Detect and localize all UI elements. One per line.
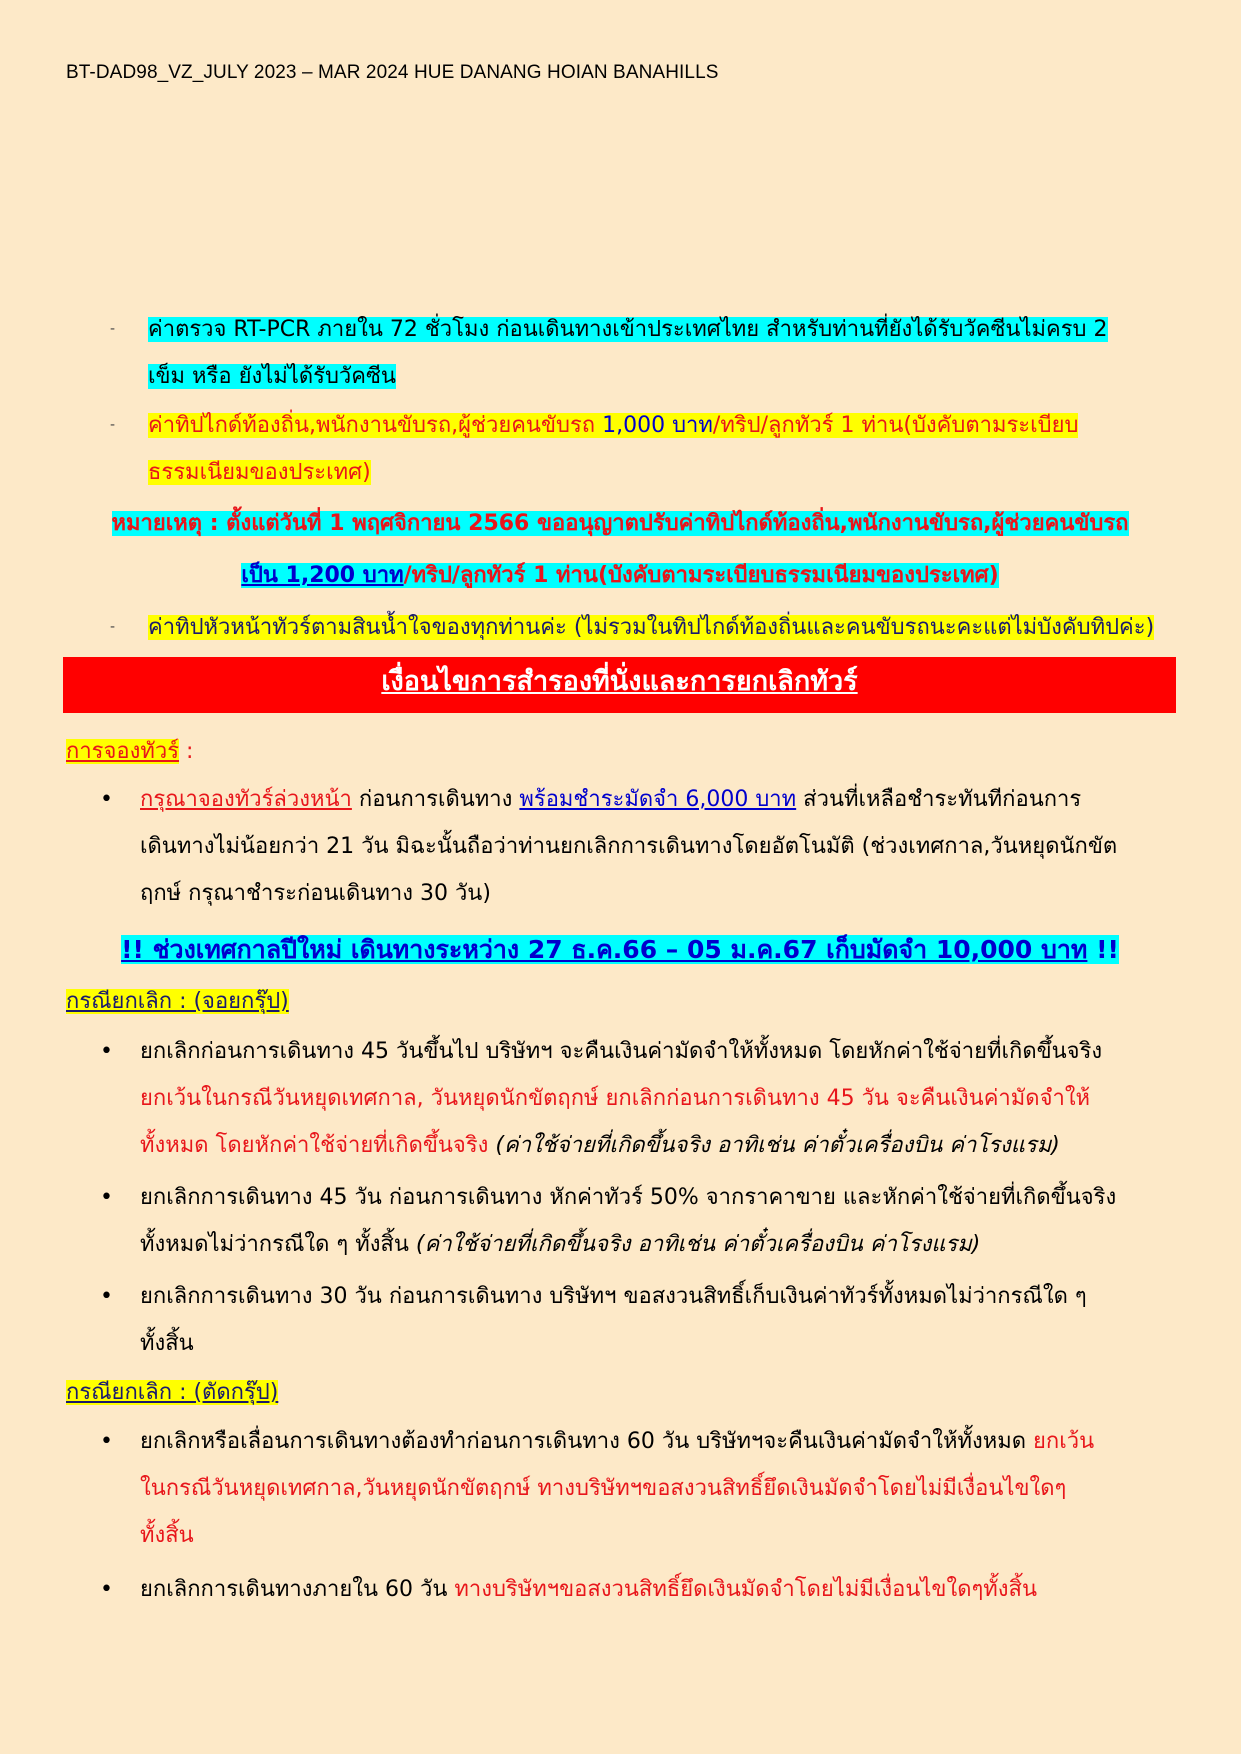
- cancel-join-bullet-3: [100, 1273, 1175, 1367]
- booking-text-b: ก่อนการเดินทาง: [351, 787, 520, 812]
- tip-line2: ธรรมเนียมของประเทศ): [148, 460, 371, 485]
- rtpcr-line1: ค่าตรวจ RT-PCR ภายใน 72 ชั่วโมง ก่อนเดินทางเข้าประเทศไทย สำหรับท่านที่ยังได้รับวัคซีนไม่ครบ 2: [148, 317, 1108, 342]
- list-item-tip: [110, 402, 1175, 496]
- booking-heading-row: [66, 734, 193, 770]
- cj2-line2-italic: (ค่าใช้จ่ายที่เกิดขึ้นจริง อาทิเช่น ค่าตั๋วเครื่องบิน ค่าโรงแรม): [408, 1232, 981, 1257]
- cj2-line2: ทั้งหมดไม่ว่ากรณีใด ๆ ทั้งสิ้น: [140, 1232, 409, 1257]
- cp1-text-a: ยกเลิกหรือเลื่อนการเดินทางต้องทำก่อนการเดินทาง 60 วัน บริษัทฯจะคืนเงินค่ามัดจำให้ทั้งหมด: [140, 1429, 1033, 1454]
- booking-heading: การจองทัวร์: [66, 739, 180, 764]
- document-header: BT-DAD98_VZ_JULY 2023 – MAR 2024 HUE DANANG HOIAN BANAHILLS: [66, 62, 719, 83]
- cancel-join-bullet-2: [100, 1174, 1175, 1268]
- cp1-text-b: ยกเว้น: [1033, 1429, 1095, 1454]
- cancel-join-heading-row: [66, 984, 289, 1020]
- cancel-join-bullet-1: [100, 1028, 1175, 1169]
- list-item-rtpcr: [110, 306, 1175, 400]
- tip-amount: 1,000 บาท: [602, 413, 713, 438]
- cancel-join-heading: กรณียกเลิก : (จอยกรุ๊ป): [66, 989, 289, 1014]
- dash-marker: -: [110, 417, 116, 433]
- cancel-private-heading: กรณียกเลิก : (ตัดกรุ๊ป): [66, 1380, 279, 1405]
- booking-heading-colon: :: [179, 739, 194, 764]
- rtpcr-line2: เข็ม หรือ ยังไม่ได้รับวัคซีน: [148, 364, 396, 389]
- dash-marker: -: [110, 321, 116, 337]
- cj3-line2: ทั้งสิ้น: [140, 1331, 194, 1356]
- booking-advance: กรุณาจองทัวร์ล่วงหน้า: [140, 787, 352, 812]
- leader-tip-text: ค่าทิปหัวหน้าทัวร์ตามสินน้ำใจของทุกท่านค่ะ (ไม่รวมในทิปไกด์ท้องถิ่นและคนขับรถนะคะแต่ไม่บังคับทิปค่ะ): [148, 615, 1155, 640]
- promo-tail: !!: [1087, 935, 1119, 964]
- list-item-leader-tip: [110, 604, 1175, 651]
- bullet-dot: •: [100, 1429, 113, 1454]
- note-amount: เป็น 1,200 บาท: [241, 563, 404, 588]
- cp2-text-a: ยกเลิกการเดินทางภายใน 60 วัน: [140, 1577, 455, 1602]
- booking-line2: เดินทางไม่น้อยกว่า 21 วัน มิฉะนั้นถือว่าท่านยกเลิกการเดินทางโดยอัตโนมัติ (ช่วงเทศกาล,วันหยุดนักขัต: [140, 834, 1118, 859]
- cj1-line2: ยกเว้นในกรณีวันหยุดเทศกาล, วันหยุดนักขัตฤกษ์ ยกเลิกก่อนการเดินทาง 45 วัน จะคืนเงินค่ามัดจำให้: [140, 1086, 1091, 1111]
- cj3-line1: ยกเลิกการเดินทาง 30 วัน ก่อนการเดินทาง บริษัทฯ ขอสงวนสิทธิ์เก็บเงินค่าทัวร์ทั้งหมดไม่ว่ากรณีใด ๆ: [140, 1284, 1087, 1309]
- cp1-line3: ทั้งสิ้น: [140, 1523, 194, 1548]
- booking-text-d: ส่วนที่เหลือชำระทันทีก่อนการ: [796, 787, 1082, 812]
- cp2-text-b: ทางบริษัทฯขอสงวนสิทธิ์ยึดเงินมัดจำโดยไม่มีเงื่อนไขใดๆทั้งสิ้น: [454, 1577, 1038, 1602]
- new-year-promo: [60, 928, 1180, 972]
- cj1-line1: ยกเลิกก่อนการเดินทาง 45 วันขึ้นไป บริษัทฯ จะคืนเงินค่ามัดจำให้ทั้งหมด โดยหักค่าใช้จ่ายที่เกิดขึ้นจริง: [140, 1039, 1103, 1064]
- bullet-dot: •: [100, 1577, 113, 1602]
- cj1-line3-italic: (ค่าใช้จ่ายที่เกิดขึ้นจริง อาทิเช่น ค่าตั๋วเครื่องบิน ค่าโรงแรม): [488, 1133, 1060, 1158]
- tip-note: [60, 498, 1180, 602]
- note-line1: หมายเหตุ : ตั้งแต่วันที่ 1 พฤศจิกายน 2566 ขออนุญาตปรับค่าทิปไกด์ท้องถิ่น,พนักงานขับรถ,ผู้ช่วยคนขับรถ: [111, 511, 1129, 536]
- booking-line3: ฤกษ์ กรุณาชำระก่อนเดินทาง 30 วัน): [140, 881, 491, 906]
- cancel-private-heading-row: [66, 1375, 278, 1411]
- bullet-dot: •: [100, 1039, 113, 1064]
- booking-deposit: พร้อมชำระมัดจำ 6,000 บาท: [519, 787, 797, 812]
- cj1-line3: ทั้งหมด โดยหักค่าใช้จ่ายที่เกิดขึ้นจริง: [140, 1133, 489, 1158]
- conditions-banner: เงื่อนไขการสำรองที่นั่งและการยกเลิกทัวร์: [63, 657, 1176, 713]
- bullet-dot: •: [100, 1284, 113, 1309]
- dash-marker: -: [110, 619, 116, 635]
- cancel-private-bullet-1: [100, 1418, 1175, 1559]
- tip-text-c: /ทริป/ลูกทัวร์ 1 ท่าน(บังคับตามระเบียบ: [712, 413, 1079, 438]
- note-text-b: /ทริป/ลูกทัวร์ 1 ท่าน(บังคับตามระเบียบธรรมเนียมของประเทศ): [403, 563, 999, 588]
- cancel-private-bullet-2: [100, 1566, 1175, 1613]
- cp1-line2: ในกรณีวันหยุดเทศกาล,วันหยุดนักขัตฤกษ์ ทางบริษัทฯขอสงวนสิทธิ์ยึดเงินมัดจำโดยไม่มีเงื่อนไขใดๆ: [140, 1476, 1067, 1501]
- cj2-line1: ยกเลิกการเดินทาง 45 วัน ก่อนการเดินทาง หักค่าทัวร์ 50% จากราคาขาย และหักค่าใช้จ่ายที่เกิดขึ้นจริง: [140, 1185, 1117, 1210]
- tip-text-a: ค่าทิปไกด์ท้องถิ่น,พนักงานขับรถ,ผู้ช่วยคนขับรถ: [148, 413, 603, 438]
- bullet-dot: •: [100, 1185, 113, 1210]
- booking-bullet-1: [100, 776, 1175, 917]
- promo-text: !! ช่วงเทศกาลปีใหม่ เดินทางระหว่าง 27 ธ.ค.66 – 05 ม.ค.67 เก็บมัดจำ 10,000 บาท: [121, 935, 1088, 964]
- bullet-dot: •: [100, 787, 113, 812]
